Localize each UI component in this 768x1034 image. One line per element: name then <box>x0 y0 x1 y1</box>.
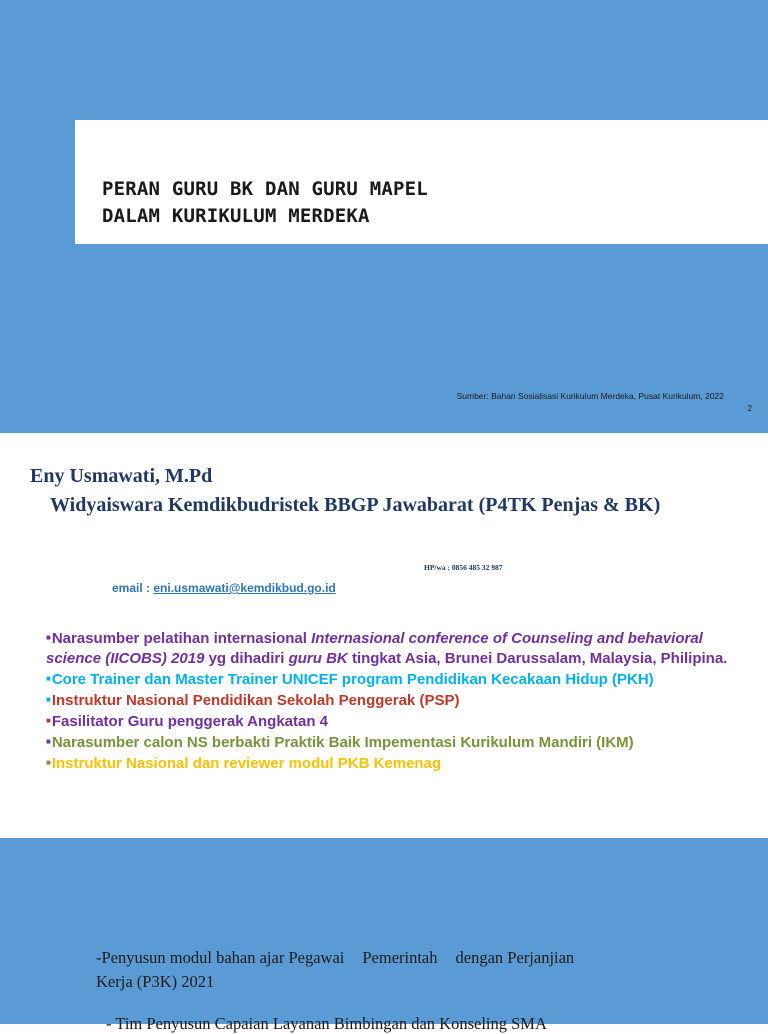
page-number: 2 <box>747 404 752 413</box>
activity-slide <box>0 838 768 1033</box>
phone-number: HP/wa : 0856 485 32 987 <box>424 563 503 572</box>
email-label: email : <box>112 581 154 595</box>
list-item: ■Narasumber calon NS berbakti Praktik Baik Impementasi Kurikulum Mandiri (IKM) <box>46 734 634 751</box>
activity-text-2: - Tim Penyusun Capaian Layanan Bimbingan dan Konseling SMA <box>106 1014 547 1033</box>
email-line <box>112 581 336 595</box>
bullet-icon: ■ <box>46 758 51 767</box>
list-item: ■Instruktur Nasional dan reviewer modul PKB Kemenag <box>46 755 442 772</box>
source-note: Sumber: Bahan Sosialisasi Kurikulum Merdeka, Pusat Kurikulum, 2022 <box>456 391 724 401</box>
title-box <box>75 120 768 244</box>
bullet-icon: ■ <box>46 633 51 642</box>
activity-text: -Penyusun modul bahan ajar Pegawai Pemerintah dengan Perjanjian Kerja (P3K) 2021 <box>96 948 575 991</box>
list-item: ■Instruktur Nasional Pendidikan Sekolah Penggerak (PSP) <box>46 692 460 709</box>
bullet-icon: ■ <box>46 695 51 704</box>
list-item: ■Core Trainer dan Master Trainer UNICEF program Pendidikan Kecakaan Hidup (PKH) <box>46 671 654 688</box>
bullet-icon: ■ <box>46 674 51 683</box>
email-link[interactable]: eni.usmawati@kemdikbud.go.id <box>153 581 336 595</box>
presenter-role: Widyaiswara Kemdikbudristek BBGP Jawabarat (P4TK Penjas & BK) <box>50 494 661 516</box>
experience-list <box>46 628 746 774</box>
profile-slide <box>0 433 768 838</box>
slide-title-line-2: DALAM KURIKULUM MERDEKA <box>102 205 370 227</box>
presenter-name: Eny Usmawati, M.Pd <box>30 465 213 487</box>
title-slide <box>0 0 768 433</box>
bullet-icon: ■ <box>46 737 51 746</box>
list-item: ■Fasilitator Guru penggerak Angkatan 4 <box>46 713 329 730</box>
slide-title-line-1: PERAN GURU BK DAN GURU MAPEL <box>102 178 428 200</box>
list-item: ■Narasumber pelatihan internasional Internasional conference of Counseling and behavioral science (IICOBS) 2019 yg dihadiri guru BK tingkat Asia, Brunei Darussalam, Malaysia, Philipina. <box>46 630 728 667</box>
bullet-icon: ■ <box>46 716 51 725</box>
